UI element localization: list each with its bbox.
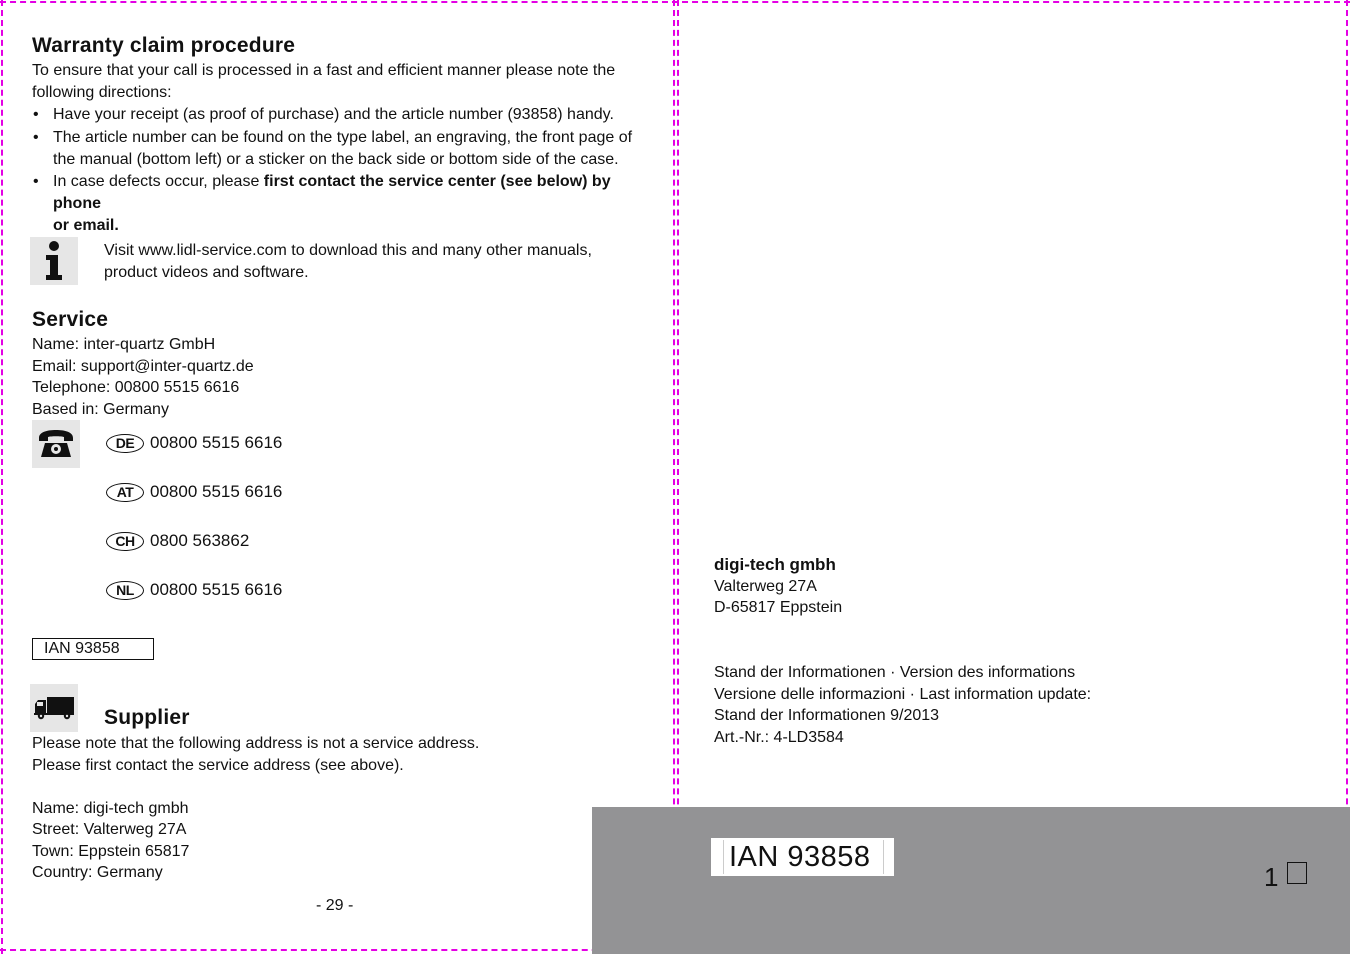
gray-footer-band (592, 807, 1350, 954)
phone-number-ch: 0800 563862 (150, 531, 250, 550)
supplier-note-line: Please note that the following address is not a service address. (32, 735, 480, 752)
warranty-intro (32, 60, 652, 103)
info-status-line: Stand der Informationen · Version des informations (714, 664, 1076, 681)
service-email: Email: support@inter-quartz.de (32, 357, 254, 375)
warranty-bullet: • Have your receipt (as proof of purchase) and the article number (93858) handy. (33, 106, 614, 123)
supplier-details (32, 733, 479, 884)
phone-number-nl: 00800 5515 6616 (150, 580, 283, 599)
crop-line-top (0, 1, 1350, 3)
country-badge-ch: CH (106, 532, 144, 551)
company-street: Valterweg 27A (714, 577, 817, 595)
telephone-icon (32, 420, 80, 468)
supplier-name: Name: digi-tech gmbh (32, 799, 189, 817)
info-status-line: Versione delle informazioni · Last information update: (714, 685, 1092, 703)
warranty-bullet: • In case defects occur, please first contact the service center (see below) by phone or email. (33, 173, 611, 234)
info-status (714, 662, 1091, 748)
supplier-country: Country: Germany (32, 864, 163, 881)
company-city: D-65817 Eppstein (714, 599, 843, 616)
company-name: digi-tech gmbh (714, 555, 836, 574)
warranty-intro-line: To ensure that your call is processed in a fast and efficient manner please note the (32, 62, 616, 79)
phone-number-at: 00800 5515 6616 (150, 482, 283, 501)
info-note-line: Visit www.lidl-service.com to download this and many other manuals, (104, 242, 592, 259)
warranty-intro-line: following directions: (32, 83, 172, 101)
supplier-title: Supplier (104, 706, 190, 729)
ian-edge-left (723, 840, 724, 874)
country-badge-de: DE (106, 434, 144, 453)
warranty-title: Warranty claim procedure (32, 34, 296, 57)
supplier-street: Street: Valterweg 27A (32, 821, 187, 838)
service-title: Service (32, 308, 109, 331)
service-telephone: Telephone: 00800 5515 6616 (32, 379, 240, 396)
phone-row-nl (106, 580, 282, 600)
info-icon (30, 237, 78, 285)
warranty-bullet-list (32, 104, 652, 237)
phone-row-ch (106, 531, 249, 551)
info-status-line: Art.-Nr.: 4-LD3584 (714, 728, 844, 746)
crop-line-left (1, 0, 3, 954)
service-details (32, 334, 254, 420)
info-status-line: Stand der Informationen 9/2013 (714, 707, 940, 724)
page-marker-box (1287, 862, 1307, 884)
country-badge-at: AT (106, 483, 144, 502)
truck-icon (30, 684, 78, 732)
service-name: Name: inter-quartz GmbH (32, 336, 216, 353)
ian-edge-right (883, 840, 884, 874)
supplier-note-line: Please first contact the service address (see above). (32, 756, 404, 774)
info-note (104, 240, 644, 283)
company-address (714, 554, 842, 619)
phone-row-de (106, 433, 282, 453)
country-badge-nl: NL (106, 581, 144, 600)
ian-big-label (711, 838, 894, 876)
info-note-line: product videos and software. (104, 263, 309, 281)
phone-number-de: 00800 5515 6616 (150, 433, 283, 452)
ian-label: IAN 93858 (32, 638, 154, 660)
warranty-bullet: • The article number can be found on the type label, an engraving, the front page of the manual (bottom left) or a sticker on the back side or bottom side of the case. (33, 129, 633, 168)
right-page-number: 1 (1264, 862, 1279, 892)
left-page-number: - 29 - (316, 897, 354, 914)
supplier-town: Town: Eppstein 65817 (32, 842, 190, 860)
phone-row-at (106, 482, 282, 502)
service-based: Based in: Germany (32, 400, 169, 418)
ian-big-text: IAN 93858 (729, 841, 871, 873)
